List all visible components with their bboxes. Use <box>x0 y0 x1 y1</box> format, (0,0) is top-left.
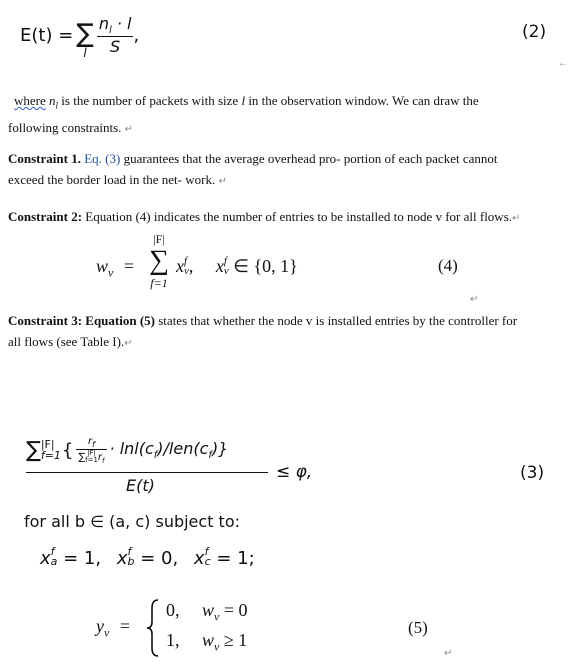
eq2-sum-symbol: ∑ <box>76 19 94 49</box>
constraint-1: Constraint 1. Eq. (3) guarantees that the average overhead pro- portion of each packet cannot exceed the border load in the net- work. ↵ <box>8 151 498 187</box>
eq4-upper: |F| <box>153 232 165 246</box>
word-where: where <box>14 93 46 108</box>
eq2-denominator: S <box>110 37 121 57</box>
constraint-2: Constraint 2: Equation (4) indicates the number of entries to be installed to node v for all flows.↵ <box>8 209 521 224</box>
eq3-denominator: E(t) <box>126 476 155 495</box>
eq3-reference-link[interactable]: Eq. (3) <box>84 151 121 166</box>
eq2-number: (2) <box>522 22 547 42</box>
eq3-relation: ≤ φ, <box>276 462 313 482</box>
equation-3: ∑ |F| f=1 { $r_f$ ∑ |F| f=1 $r_f$ · $\ln l(c_f)/len(c_f)$} E(t) ≤ φ, <box>26 435 313 495</box>
for-all-line: for all b ∈ (a, c) subject to: <box>24 512 241 531</box>
eq2-fraction <box>97 14 134 56</box>
paragraph-where: where $n_l$ is the number of packets with size l in the observation window. We can draw the following constraints. ↵ <box>8 93 479 135</box>
eq2-lhs: E(t) = <box>20 24 74 46</box>
equation-2 <box>20 12 139 58</box>
eq5-brace <box>146 598 162 658</box>
return-mark: ↵ <box>124 123 134 135</box>
eq2-numerator: $n_l \cdot l$ <box>98 13 132 37</box>
eq2-sum-subscript: l <box>83 46 87 60</box>
constraint-2-label: Constraint 2: <box>8 209 83 224</box>
eq4-sum-symbol: ∑ <box>149 245 169 276</box>
constraint-1-label: Constraint 1. <box>8 151 81 166</box>
eq4-number: (4) <box>438 256 458 275</box>
eq2-comma: , <box>133 24 140 46</box>
constraint-3: Constraint 3: Equation (5) states that whether the node v is installed entries by the controller for all flows (see Table I).↵ <box>8 313 518 349</box>
eq5-number: (5) <box>408 618 428 637</box>
constraint-3-label: Constraint 3: Equation (5) <box>8 313 155 328</box>
arrow-mark: ← <box>558 58 568 69</box>
eq4-lower: f=1 <box>150 276 168 290</box>
x-conditions: x f a = 1, x f b = 0, x f c = 1; <box>40 545 255 569</box>
eq3-number: (3) <box>520 463 545 483</box>
